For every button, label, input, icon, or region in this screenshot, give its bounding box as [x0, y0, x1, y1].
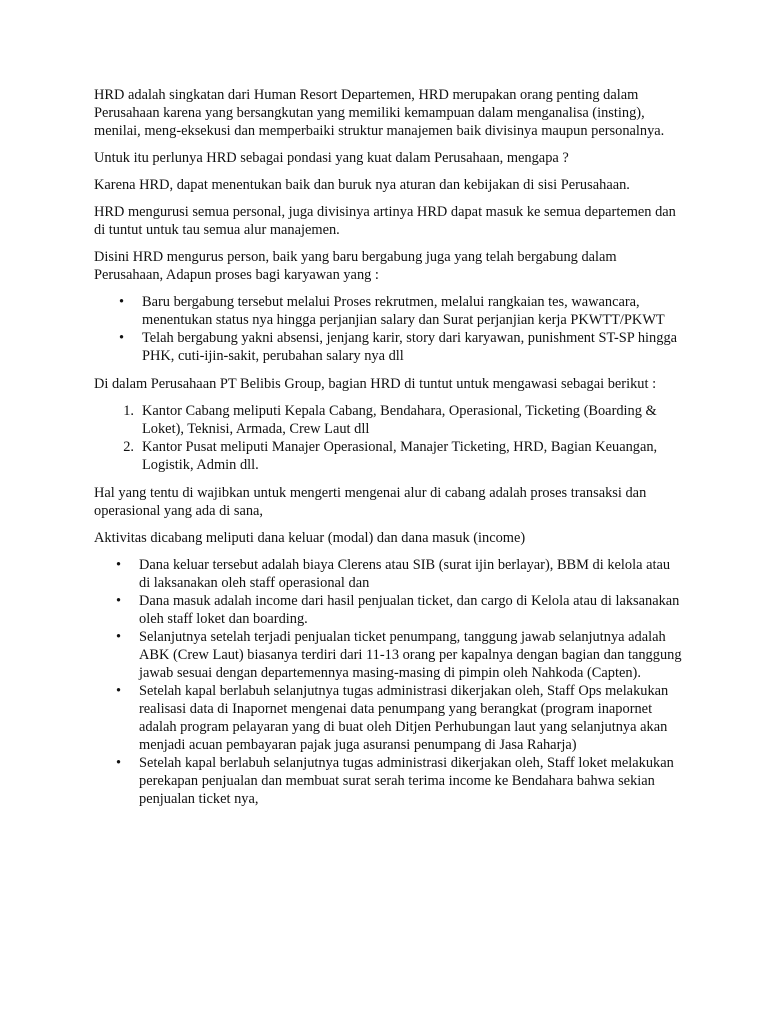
document-page [94, 86, 684, 818]
list-item-text: Telah bergabung yakni absensi, jenjang karir, story dari karyawan, punishment ST-SP hingga PHK, cuti-ijin-sakit, perubahan salary nya dll [142, 330, 678, 364]
list-item-text: Kantor Cabang meliputi Kepala Cabang, Bendahara, Operasional, Ticketing (Boarding & Loket), Teknisi, Armada, Crew Laut dll [142, 403, 657, 437]
paragraph-hrd-definition: HRD adalah singkatan dari Human Resort Departemen, HRD merupakan orang penting dalam Perusahaan karena yang bersangkutan yang memiliki kemampuan dalam menganalisa (insting), menilai, meng-eksekusi dan memperbaiki struktur manajemen baik divisinya maupun personalnya. [94, 87, 665, 139]
list-item [94, 556, 684, 592]
list-item-text: Selanjutnya setelah terjadi penjualan ticket penumpang, tanggung jawab selanjutnya adalah ABK (Crew Laut) biasanya terdiri dari 11-13 orang per kapalnya dengan bagian dan tanggung jawab sesuai dengan departemennya masing-masing di pimpin oleh Nahkoda (Capten). [139, 629, 682, 681]
employee-process-list [94, 293, 684, 365]
list-item [94, 438, 684, 474]
list-item [94, 754, 684, 808]
list-item [94, 329, 684, 365]
bullet-icon: • [118, 294, 124, 310]
list-item-text: Baru bergabung tersebut melalui Proses rekrutmen, melalui rangkaian tes, wawancara, menentukan status nya hingga perjanjian salary dan Surat perjanjian kerja PKWTT/PKWT [142, 294, 665, 328]
paragraph-hrd-foundation: Untuk itu perlunya HRD sebagai pondasi yang kuat dalam Perusahaan, mengapa ? [94, 150, 569, 166]
list-item [94, 592, 684, 628]
bullet-icon: • [115, 629, 121, 645]
bullet-icon: • [118, 330, 124, 346]
bullet-icon: • [115, 683, 121, 699]
bullet-icon: • [115, 755, 121, 771]
office-list [94, 402, 684, 474]
list-item [94, 293, 684, 329]
paragraph-hrd-reason: Karena HRD, dapat menentukan baik dan buruk nya aturan dan kebijakan di sisi Perusahaan. [94, 177, 630, 193]
list-item [94, 402, 684, 438]
list-item [94, 682, 684, 754]
list-item-text: Setelah kapal berlabuh selanjutnya tugas administrasi dikerjakan oleh, Staff Ops melakukan realisasi data di Inapornet mengenai data penumpang yang berangkat (program inapornet adalah program pelayaran yang di buat oleh Ditjen Perhubungan laut yang selanjutnya akan menjadi acuan pembayaran pajak juga asuransi penumpang di Jasa Raharja) [139, 683, 669, 753]
paragraph-hrd-process: Disini HRD mengurus person, baik yang baru bergabung juga yang telah bergabung dalam Perusahaan, Adapun proses bagi karyawan yang : [94, 249, 617, 283]
bullet-icon: • [115, 593, 121, 609]
bullet-icon: • [115, 557, 121, 573]
list-item-text: Setelah kapal berlabuh selanjutnya tugas administrasi dikerjakan oleh, Staff loket melakukan perekapan penjualan dan membuat surat serah terima income ke Bendahara bahwa sekian penjualan ticket nya, [139, 755, 674, 807]
list-item-text: Dana masuk adalah income dari hasil penjualan ticket, dan cargo di Kelola atau di laksanakan oleh staff loket dan boarding. [139, 593, 680, 627]
branch-activity-list [94, 556, 684, 808]
list-item-text: Kantor Pusat meliputi Manajer Operasional, Manajer Ticketing, HRD, Bagian Keuangan, Logistik, Admin dll. [142, 439, 658, 473]
paragraph-hrd-scope: HRD mengurusi semua personal, juga divisinya artinya HRD dapat masuk ke semua departemen dan di tuntut untuk tau semua alur manajemen. [94, 204, 676, 238]
paragraph-branch-flow: Hal yang tentu di wajibkan untuk mengerti mengenai alur di cabang adalah proses transaksi dan operasional yang ada di sana, [94, 485, 647, 519]
list-item-text: Dana keluar tersebut adalah biaya Clerens atau SIB (surat ijin berlayar), BBM di kelola atau di laksanakan oleh staff operasional dan [139, 557, 671, 591]
paragraph-supervision: Di dalam Perusahaan PT Belibis Group, bagian HRD di tuntut untuk mengawasi sebagai berikut : [94, 376, 657, 392]
list-item [94, 628, 684, 682]
paragraph-branch-activity: Aktivitas dicabang meliputi dana keluar (modal) dan dana masuk (income) [94, 530, 526, 546]
list-number: 1. [123, 403, 134, 419]
list-number: 2. [123, 439, 134, 455]
